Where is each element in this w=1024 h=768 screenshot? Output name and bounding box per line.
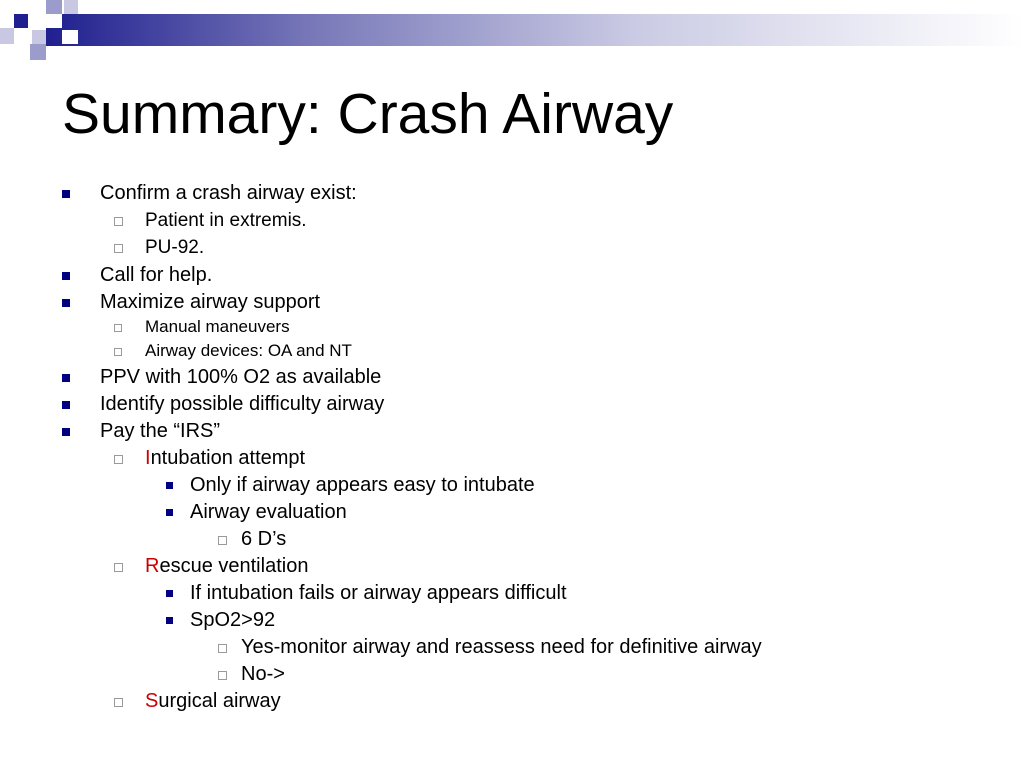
item-text: 6 D’s — [241, 528, 287, 550]
item-text: Airway devices: OA and NT — [145, 341, 352, 360]
hollow-square-bullet-icon — [114, 348, 122, 356]
square-bullet-icon — [62, 374, 70, 382]
irs-r-letter: R — [145, 555, 160, 577]
hollow-square-bullet-icon — [114, 455, 123, 464]
item-text: Confirm a crash airway exist: — [100, 182, 357, 204]
hollow-square-bullet-icon — [114, 563, 123, 572]
item-text: Only if airway appears easy to intubate — [190, 474, 535, 496]
item-text: urgical airway — [158, 690, 281, 712]
list-item — [0, 418, 762, 445]
item-text: Identify possible difficulty airway — [100, 393, 385, 415]
hollow-square-bullet-icon — [218, 671, 227, 680]
irs-s-letter: S — [145, 690, 159, 712]
square-bullet-icon — [166, 590, 173, 597]
item-text: PU-92. — [145, 237, 205, 258]
list-item — [0, 262, 762, 289]
item-text: escue ventilation — [159, 555, 309, 577]
header-square — [0, 28, 14, 44]
list-item — [0, 634, 762, 661]
header-square — [14, 14, 28, 28]
list-item — [0, 445, 762, 472]
square-bullet-icon — [62, 299, 70, 307]
header-square — [46, 0, 62, 14]
square-bullet-icon — [166, 617, 173, 624]
slide-title: Summary: Crash Airway — [62, 82, 674, 146]
header-square — [64, 0, 78, 14]
hollow-square-bullet-icon — [218, 644, 227, 653]
list-item — [0, 180, 762, 207]
hollow-square-bullet-icon — [114, 244, 123, 253]
header-gradient-bar — [46, 14, 1024, 46]
item-text: If intubation fails or airway appears difficult — [190, 582, 567, 604]
square-bullet-icon — [62, 401, 70, 409]
header-square — [62, 30, 78, 44]
list-item — [0, 289, 762, 315]
item-text: SpO2>92 — [190, 609, 276, 631]
item-text: Manual maneuvers — [145, 317, 290, 336]
item-text: No-> — [241, 663, 285, 685]
square-bullet-icon — [166, 482, 173, 489]
item-text: Pay the “IRS” — [100, 420, 221, 442]
list-item — [0, 364, 762, 391]
square-bullet-icon — [62, 428, 70, 436]
list-item — [0, 234, 762, 262]
item-text: Maximize airway support — [100, 291, 321, 313]
list-item — [0, 339, 762, 364]
list-item — [0, 580, 762, 607]
list-item — [0, 472, 762, 499]
list-item — [0, 315, 762, 339]
hollow-square-bullet-icon — [114, 217, 123, 226]
item-text: Yes-monitor airway and reassess need for definitive airway — [241, 636, 762, 658]
list-item — [0, 661, 762, 688]
hollow-square-bullet-icon — [218, 536, 227, 545]
square-bullet-icon — [166, 509, 173, 516]
item-text: Patient in extremis. — [145, 210, 307, 231]
hollow-square-bullet-icon — [114, 698, 123, 707]
header-square — [46, 14, 62, 28]
item-text: ntubation attempt — [150, 447, 306, 469]
list-item — [0, 391, 762, 418]
item-text: PPV with 100% O2 as available — [100, 366, 382, 388]
irs-i-letter: I — [145, 447, 151, 469]
square-bullet-icon — [62, 272, 70, 280]
list-item — [0, 207, 762, 234]
header-square — [30, 44, 46, 60]
list-item — [0, 526, 762, 553]
list-item — [0, 607, 762, 634]
list-item — [0, 688, 762, 715]
bullet-list — [0, 180, 762, 715]
list-item — [0, 499, 762, 526]
square-bullet-icon — [62, 190, 70, 198]
hollow-square-bullet-icon — [114, 324, 122, 332]
item-text: Airway evaluation — [190, 501, 347, 523]
list-item — [0, 553, 762, 580]
item-text: Call for help. — [100, 264, 213, 286]
